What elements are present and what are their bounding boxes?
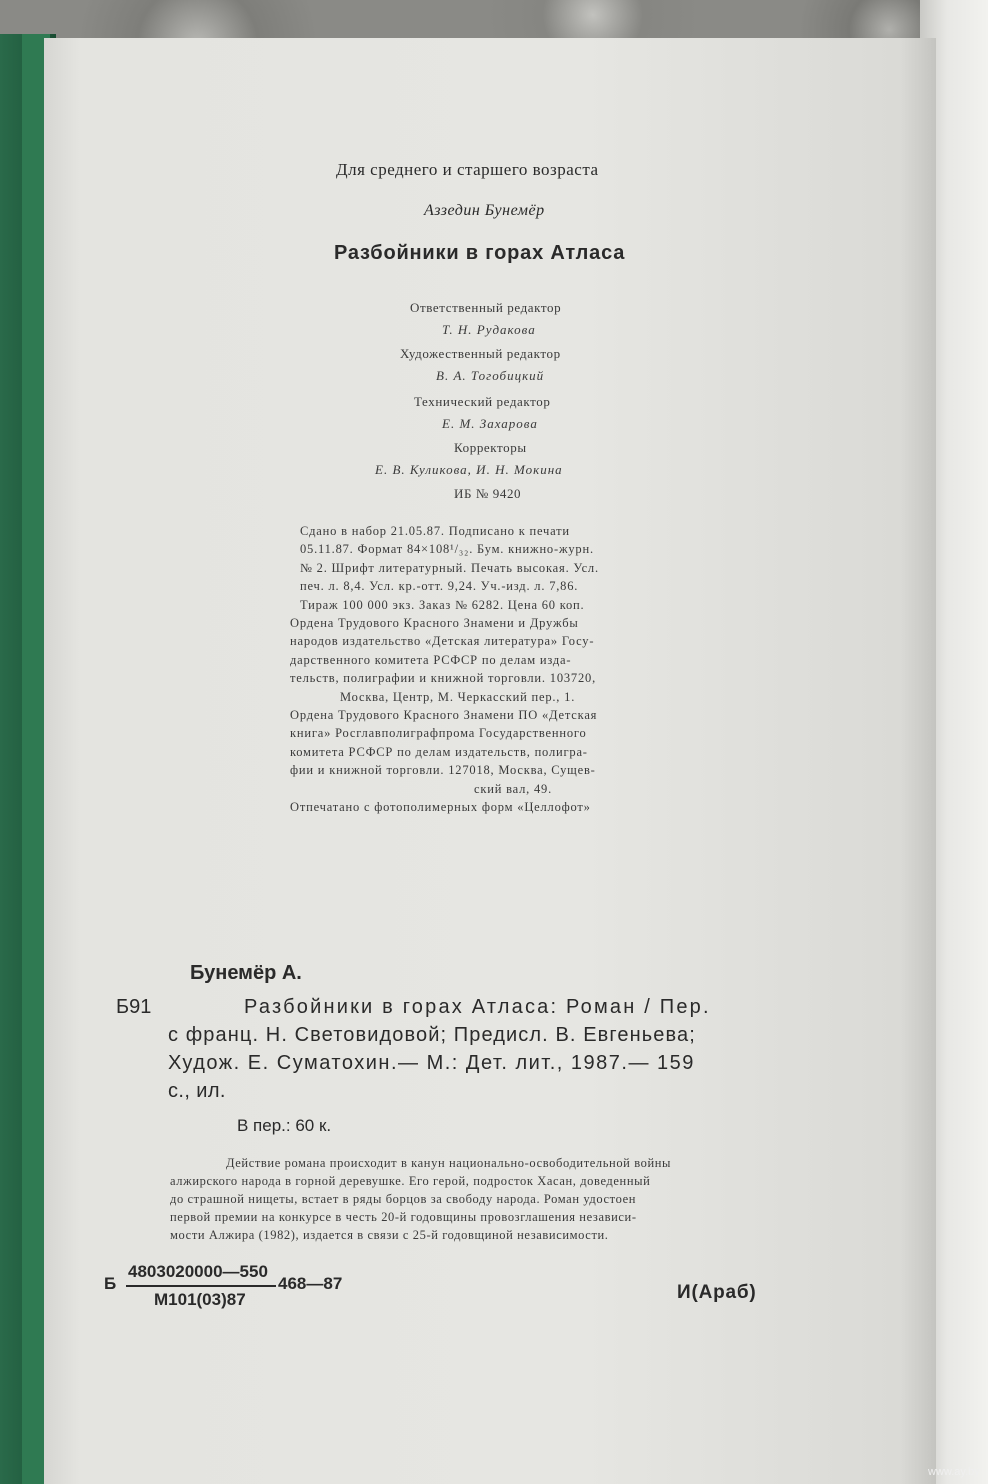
author-name: Аззедин Бунемёр <box>424 202 545 219</box>
price-label: В пер.: 60 к. <box>237 1116 332 1135</box>
catalog-line: Разбойники в горах Атласа: Роман / Пер. <box>244 996 711 1018</box>
catalog-line: Худож. Е. Суматохин.— М.: Дет. лит., 1987.— 159 <box>168 1052 695 1074</box>
print-info-line: Сдано в набор 21.05.87. Подписано к печати <box>300 524 570 538</box>
credit-role: Корректоры <box>454 440 527 455</box>
catalog-line: с., ил. <box>168 1080 226 1102</box>
credit-name: Т. Н. Рудакова <box>442 322 536 337</box>
credit-role: Технический редактор <box>414 394 551 409</box>
isbn-fraction-bar <box>126 1285 276 1287</box>
isbn-numerator: 4803020000—550 <box>128 1262 268 1281</box>
annotation-line: первой премии на конкурсе в честь 20-й годовщины провозглашения независи- <box>170 1210 637 1224</box>
catalog-author: Бунемёр А. <box>190 962 302 984</box>
print-info-block <box>300 522 599 614</box>
publisher-info-line: тельств, полиграфии и книжной торговли. 103720, <box>290 671 597 686</box>
credit-name: В. А. Тогобицкий <box>436 368 545 383</box>
book-page <box>44 38 936 1484</box>
publisher-info-line: Москва, Центр, М. Черкасский пер., 1. <box>340 689 576 704</box>
publisher-info-line: книга» Росглавполиграфпрома Государственного <box>290 726 587 741</box>
annotation-line: до страшной нищеты, встает в ряды борцов за свободу народа. Роман удостоен <box>170 1192 637 1206</box>
credit-name: Е. В. Куликова, И. Н. Мокина <box>375 462 563 477</box>
publisher-info-block <box>290 614 597 798</box>
annotation-line: Действие романа происходит в канун национально-освободительной войны <box>226 1156 672 1170</box>
isbn-denominator: М101(03)87 <box>154 1290 246 1309</box>
publisher-info-line: народов издательство «Детская литература» Госу- <box>290 634 595 649</box>
isbn-letter: Б <box>104 1274 117 1293</box>
publisher-info-line: дарственного комитета РСФСР по делам изда- <box>290 652 572 667</box>
annotation-line: мости Алжира (1982), издается в связи с 25-й годовщиной независимости. <box>170 1228 609 1242</box>
annotation-line: алжирского народа в горной деревушке. Его герой, подросток Хасан, доведенный <box>170 1174 651 1188</box>
printed-note: Отпечатано с фотополимерных форм «Целлофот» <box>290 800 591 814</box>
credit-role: Художественный редактор <box>400 346 561 361</box>
credit-name: Е. М. Захарова <box>442 416 538 431</box>
print-info-line: № 2. Шрифт литературный. Печать высокая. Усл. <box>300 560 599 575</box>
catalog-index: Б91 <box>116 996 152 1018</box>
print-info-line: 05.11.87. Формат 84×108¹/₃₂. Бум. книжно-журн. <box>300 542 594 557</box>
print-info-line: Тираж 100 000 экз. Заказ № 6282. Цена 60 коп. <box>300 597 585 612</box>
book-title: Разбойники в горах Атласа <box>334 242 626 264</box>
print-info-line: печ. л. 8,4. Усл. кр.-отт. 9,24. Уч.-изд. л. 7,86. <box>300 579 579 594</box>
isbn-suffix: 468—87 <box>278 1274 343 1293</box>
ib-number: ИБ № 9420 <box>454 486 522 501</box>
publisher-info-line: фии и книжной торговли. 127018, Москва, Сущев- <box>290 763 596 778</box>
watermark: www.ay.by <box>928 1466 980 1478</box>
publisher-info-line: комитета РСФСР по делам издательств, полигра- <box>290 744 588 759</box>
publisher-info-line: Ордена Трудового Красного Знамени и Дружбы <box>290 616 579 630</box>
catalog-line: с франц. Н. Световидовой; Предисл. В. Евгеньева; <box>168 1024 696 1046</box>
publisher-info-line: ский вал, 49. <box>474 781 553 796</box>
credit-role: Ответственный редактор <box>410 300 562 315</box>
publisher-info-line: Ордена Трудового Красного Знамени ПО «Детская <box>290 708 598 723</box>
audience-note: Для среднего и старшего возраста <box>336 160 599 179</box>
bbk-code: И(Араб) <box>677 1282 757 1303</box>
